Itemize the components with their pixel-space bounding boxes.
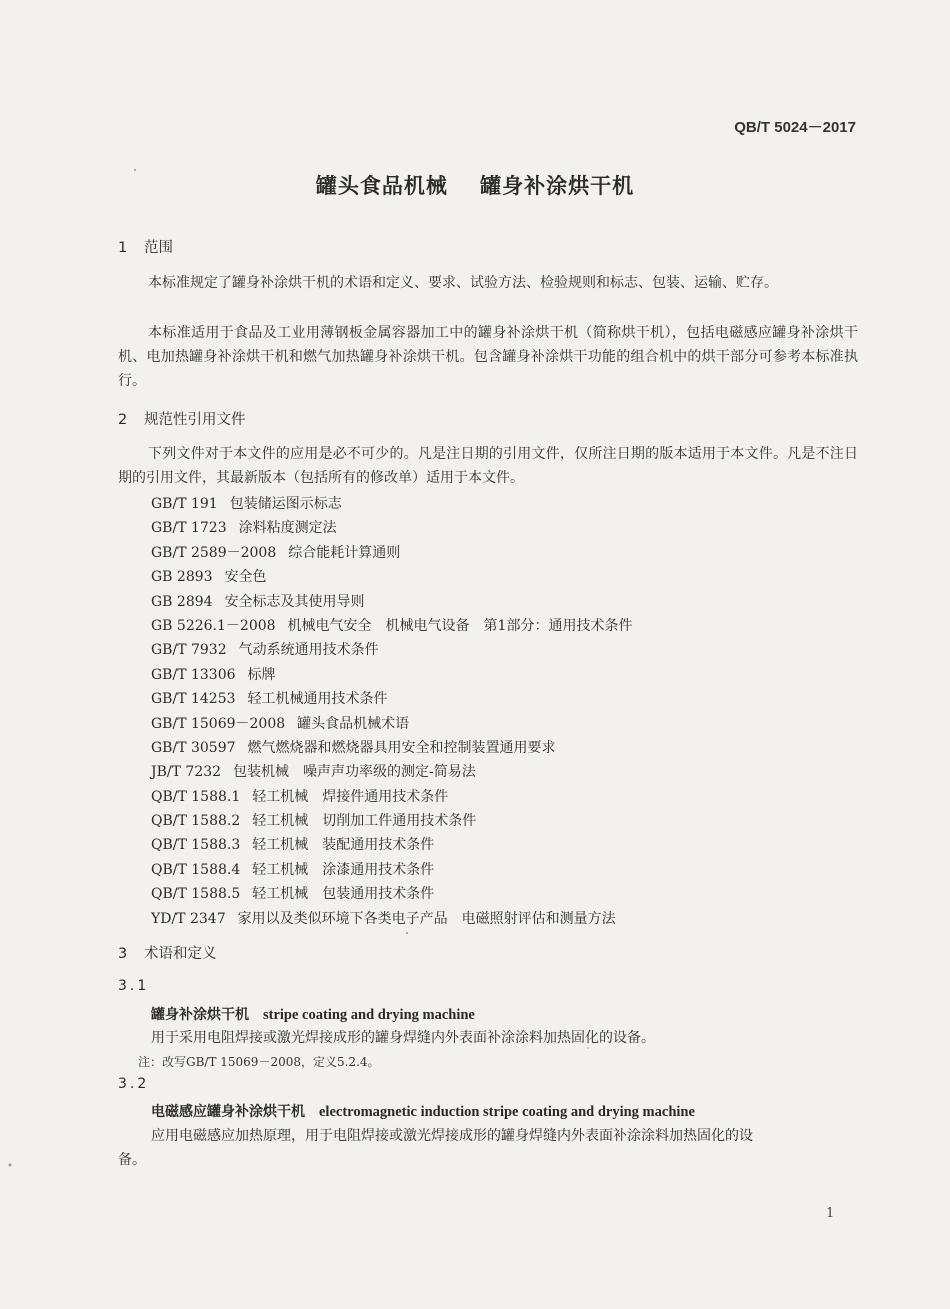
term-number: 3.1	[118, 978, 150, 994]
page-number: 1	[826, 1206, 835, 1221]
reference-item: JB/T 7232 包装机械 噪声声功率级的测定-简易法	[151, 764, 476, 781]
term-definition-continued: 备。	[118, 1152, 146, 1168]
reference-item: QB/T 1588.5 轻工机械 包装通用技术条件	[151, 886, 435, 903]
term-number: 3.2	[118, 1076, 150, 1092]
reference-item: QB/T 1588.3 轻工机械 装配通用技术条件	[151, 837, 435, 854]
section-title: 范围	[144, 240, 173, 256]
term-chinese: 罐身补涂烘干机	[151, 1007, 249, 1023]
reference-item: GB/T 2589－2008 综合能耗计算通则	[151, 544, 401, 561]
reference-item: GB/T 1723 涂料粘度测定法	[151, 520, 337, 537]
standard-number: QB/T 5024－2017	[734, 119, 856, 136]
reference-item: GB/T 15069－2008 罐头食品机械术语	[151, 715, 410, 732]
section-1-heading	[118, 236, 173, 257]
section-2-heading	[118, 408, 246, 429]
term-english: stripe coating and drying machine	[263, 1007, 475, 1023]
reference-item: GB 5226.1－2008 机械电气安全 机械电气设备 第1部分：通用技术条件	[151, 617, 633, 634]
section-number: 2	[118, 412, 128, 428]
reference-item: QB/T 1588.2 轻工机械 切削加工件通用技术条件	[151, 813, 477, 830]
term-definition: 应用电磁感应加热原理，用于电阻焊接或激光焊接成形的罐身焊缝内外表面补涂涂料加热固化的设	[151, 1128, 753, 1144]
term-definition: 用于采用电阻焊接或激光焊接成形的罐身焊缝内外表面补涂涂料加热固化的设备。	[151, 1030, 655, 1046]
term-heading	[151, 1004, 475, 1024]
reference-item: GB 2893 安全色	[151, 569, 267, 586]
title-part-1: 罐头食品机械	[315, 174, 448, 198]
reference-item: GB/T 7932 气动系统通用技术条件	[151, 642, 379, 659]
title-part-2: 罐身补涂烘干机	[480, 174, 635, 198]
section-1-paragraph-1: 本标准规定了罐身补涂烘干机的术语和定义、要求、试验方法、检验规则和标志、包装、运输、贮存。	[148, 275, 778, 291]
section-number: 1	[118, 240, 128, 256]
section-number: 3	[118, 946, 128, 962]
reference-item: QB/T 1588.1 轻工机械 焊接件通用技术条件	[151, 788, 449, 805]
reference-list	[151, 492, 632, 931]
reference-item: QB/T 1588.4 轻工机械 涂漆通用技术条件	[151, 861, 435, 878]
term-english: electromagnetic induction stripe coating and drying machine	[319, 1104, 695, 1120]
reference-item: GB 2894 安全标志及其使用导则	[151, 593, 365, 610]
reference-item: GB/T 13306 标牌	[151, 666, 276, 683]
term-chinese: 电磁感应罐身补涂烘干机	[151, 1104, 305, 1120]
section-title: 规范性引用文件	[144, 412, 246, 428]
term-heading	[151, 1101, 695, 1121]
section-3-heading	[118, 942, 217, 963]
reference-item: YD/T 2347 家用以及类似环境下各类电子产品 电磁照射评估和测量方法	[151, 910, 616, 927]
reference-item: GB/T 30597 燃气燃烧器和燃烧器具用安全和控制装置通用要求	[151, 739, 556, 756]
document-title	[0, 170, 950, 200]
section-title: 术语和定义	[144, 946, 217, 962]
reference-item: GB/T 191 包装储运图示标志	[151, 496, 342, 512]
reference-item: GB/T 14253 轻工机械通用技术条件	[151, 691, 388, 708]
section-2-intro: 下列文件对于本文件的应用是必不可少的。凡是注日期的引用文件，仅所注日期的版本适用于本文件。凡是不注日期的引用文件，其最新版本（包括所有的修改单）适用于本文件。	[118, 446, 858, 486]
term-note: 注：改写GB/T 15069－2008，定义5.2.4。	[138, 1055, 380, 1069]
section-1-paragraph-2: 本标准适用于食品及工业用薄钢板金属容器加工中的罐身补涂烘干机（简称烘干机），包括电磁感应罐身补涂烘干机、电加热罐身补涂烘干机和燃气加热罐身补涂烘干机。包含罐身补涂烘干功能的组合机中的烘干部分可参考本标准执行。	[118, 325, 858, 389]
